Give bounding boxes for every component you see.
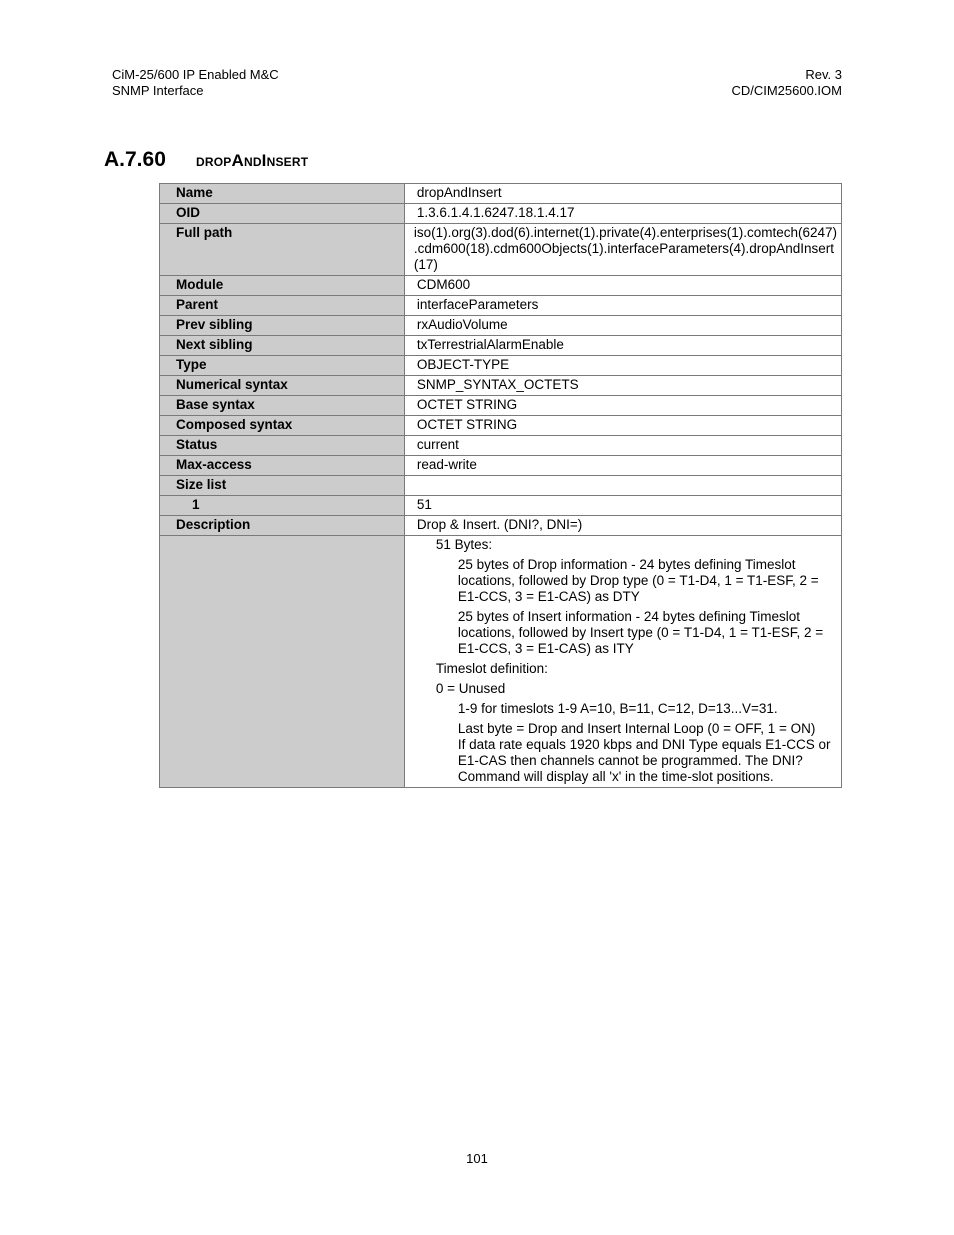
unused-definition: 0 = Unused <box>435 681 506 696</box>
page-header-left <box>112 67 279 99</box>
row-label: Parent <box>160 296 405 316</box>
row-label: Numerical syntax <box>160 376 405 396</box>
table-row <box>160 536 842 788</box>
full-path-value <box>404 224 841 276</box>
table-row <box>160 416 842 436</box>
mib-object-table <box>159 183 842 788</box>
row-value: OCTET STRING <box>404 396 841 416</box>
row-value: rxAudioVolume <box>404 316 841 336</box>
row-value: interfaceParameters <box>404 296 841 316</box>
row-label: Base syntax <box>160 396 405 416</box>
table-row <box>160 316 842 336</box>
table-row <box>160 456 842 476</box>
table-row <box>160 356 842 376</box>
table-row <box>160 296 842 316</box>
table-row <box>160 436 842 456</box>
doc-revision: Rev. 3 <box>805 67 842 82</box>
row-value: OBJECT-TYPE <box>404 356 841 376</box>
drop-info: 25 bytes of Drop information - 24 bytes defining Timeslot locations, followed by Drop type (0 = T1-D4, 1 = T1-ESF, 2 = E1-CCS, 3 = E1-CAS) as DTY <box>457 557 819 604</box>
page-header-right <box>731 67 842 99</box>
section-heading <box>104 148 308 172</box>
table-row <box>160 204 842 224</box>
full-path-line: .cdm600(18).cdm600Objects(1).interfaceParameters(4).dropAndInsert <box>413 241 835 256</box>
row-label: OID <box>160 204 405 224</box>
description-body <box>404 536 841 788</box>
section-title: dropAndInsert <box>196 151 309 170</box>
table-row <box>160 496 842 516</box>
table-row <box>160 276 842 296</box>
row-value <box>404 476 841 496</box>
section-number: A.7.60 <box>104 148 166 171</box>
row-label: Composed syntax <box>160 416 405 436</box>
row-label: Size list <box>160 476 405 496</box>
table-row <box>160 516 842 536</box>
doc-title: CiM-25/600 IP Enabled M&C <box>112 67 279 82</box>
page-number: 101 <box>466 1151 488 1166</box>
row-value: read-write <box>404 456 841 476</box>
row-value: current <box>404 436 841 456</box>
table-row <box>160 336 842 356</box>
table-row <box>160 184 842 204</box>
doc-id: CD/CIM25600.IOM <box>731 83 842 98</box>
description-label-filler <box>160 536 405 788</box>
row-value: 1.3.6.1.4.1.6247.18.1.4.17 <box>404 204 841 224</box>
full-path-line: iso(1).org(3).dod(6).internet(1).private(4).enterprises(1).comtech(6247) <box>413 225 837 240</box>
row-label: Name <box>160 184 405 204</box>
timeslot-heading: Timeslot definition: <box>435 661 548 676</box>
row-value: txTerrestrialAlarmEnable <box>404 336 841 356</box>
table-row <box>160 476 842 496</box>
insert-info: 25 bytes of Insert information - 24 bytes defining Timeslot locations, followed by Insert type (0 = T1-D4, 1 = T1-ESF, 2 = E1-CCS, 3 = E1-CAS) as ITY <box>457 609 824 656</box>
doc-subtitle: SNMP Interface <box>112 83 204 98</box>
row-label: Prev sibling <box>160 316 405 336</box>
row-label: Next sibling <box>160 336 405 356</box>
row-value: 51 <box>404 496 841 516</box>
last-byte-definition: Last byte = Drop and Insert Internal Loop (0 = OFF, 1 = ON) <box>457 721 816 736</box>
bytes-heading: 51 Bytes: <box>435 537 493 552</box>
dni-note: If data rate equals 1920 kbps and DNI Type equals E1-CCS or E1-CAS then channels cannot be programmed. The DNI? Command will display all 'x' in the time-slot positions. <box>457 737 831 784</box>
row-label: Status <box>160 436 405 456</box>
row-value: Drop & Insert. (DNI?, DNI=) <box>404 516 841 536</box>
row-label: Full path <box>160 224 405 276</box>
row-label: 1 <box>160 496 405 516</box>
row-value: dropAndInsert <box>404 184 841 204</box>
row-label: Max-access <box>160 456 405 476</box>
table-row <box>160 376 842 396</box>
row-value: CDM600 <box>404 276 841 296</box>
row-label: Type <box>160 356 405 376</box>
table-row <box>160 224 842 276</box>
timeslot-definition: 1-9 for timeslots 1-9 A=10, B=11, C=12, D=13...V=31. <box>457 701 778 716</box>
row-value: SNMP_SYNTAX_OCTETS <box>404 376 841 396</box>
table-row <box>160 396 842 416</box>
row-label: Description <box>160 516 405 536</box>
full-path-line: (17) <box>413 257 438 272</box>
row-value: OCTET STRING <box>404 416 841 436</box>
row-label: Module <box>160 276 405 296</box>
